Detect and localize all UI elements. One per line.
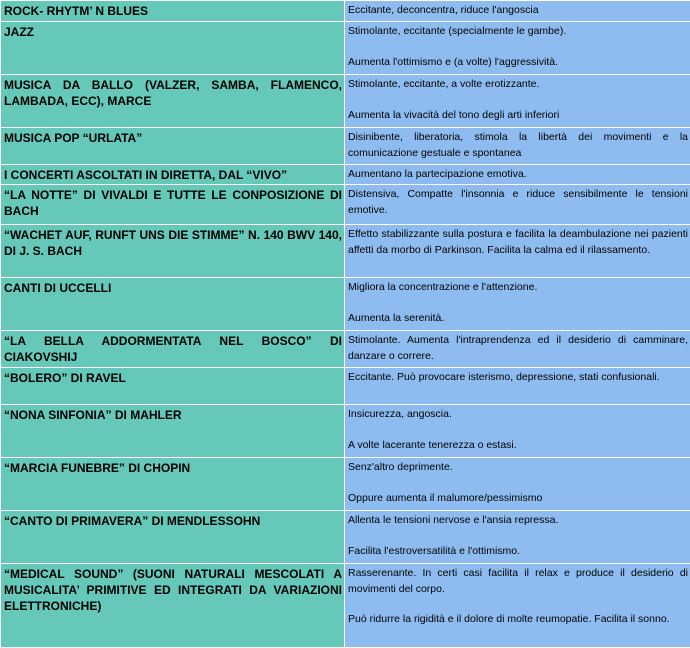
genre-cell: “WACHET AUF, RUNFT UNS DIE STIMME” N. 140 BWV 140, DI J. S. BACH xyxy=(1,225,345,278)
effect-cell xyxy=(345,458,690,511)
genre-cell: MUSICA DA BALLO (VALZER, SAMBA, FLAMENCO, LAMBADA, ECC), MARCE xyxy=(1,75,345,128)
table-row xyxy=(1,185,690,225)
effect-cell xyxy=(345,1,690,22)
effect-line: Stimolante, eccitante (specialmente le gambe). xyxy=(348,25,566,37)
table-row xyxy=(1,22,690,75)
table-row xyxy=(1,75,690,128)
effect-cell xyxy=(345,128,690,165)
effect-line: Migliora la concentrazione e l'attenzione. xyxy=(348,281,537,293)
genre-cell: CANTI DI UCCELLI xyxy=(1,278,345,331)
effect-line: Aumenta la vivacità del tono degli arti inferiori xyxy=(348,109,559,121)
effect-cell xyxy=(345,165,690,185)
effect-line: Aumenta l'ottimismo e (a volte) l'aggressività. xyxy=(348,56,558,68)
effect-line: Stimolante, eccitante, a volte erotizzante. xyxy=(348,78,539,90)
table-row xyxy=(1,511,690,564)
table-row xyxy=(1,165,690,185)
effect-cell xyxy=(345,405,690,458)
effect-line: A volte lacerante tenerezza o estasi. xyxy=(348,439,517,451)
table-row xyxy=(1,278,690,331)
effect-line: Allenta le tensioni nervose e l'ansia repressa. xyxy=(348,514,558,526)
genre-cell: I CONCERTI ASCOLTATI IN DIRETTA, DAL “VIVO” xyxy=(1,165,345,185)
table-row xyxy=(1,1,690,22)
genre-cell: MUSICA POP “URLATA” xyxy=(1,128,345,165)
effect-cell xyxy=(345,75,690,128)
effect-cell xyxy=(345,564,690,648)
effect-line: Stimolante. Aumenta l'intraprendenza ed il desiderio di camminare, danzare o correre. xyxy=(348,334,688,362)
table-row xyxy=(1,564,690,648)
genre-cell: ROCK- RHYTM’ N BLUES xyxy=(1,1,345,22)
effect-cell xyxy=(345,368,690,405)
effect-cell xyxy=(345,22,690,75)
genre-cell: “MEDICAL SOUND” (SUONI NATURALI MESCOLATI A MUSICALITA’ PRIMITIVE ED INTEGRATI DA VARIAZIONI ELETTRONICHE) xyxy=(1,564,345,648)
effect-cell xyxy=(345,278,690,331)
genre-cell: JAZZ xyxy=(1,22,345,75)
table-row xyxy=(1,331,690,368)
effect-line: Rasserenante. In certi casi facilita il relax e produce il desiderio di movimenti del corpo. xyxy=(348,567,688,595)
effect-line: Facilita l'estroversatilità e l'ottimismo. xyxy=(348,545,520,557)
genre-cell: “MARCIA FUNEBRE” DI CHOPIN xyxy=(1,458,345,511)
effect-line: Eccitante, deconcentra, riduce l'angoscia xyxy=(348,4,539,16)
effect-cell xyxy=(345,331,690,368)
effect-line: Senz'altro deprimente. xyxy=(348,461,453,473)
genre-cell: “CANTO DI PRIMAVERA” DI MENDLESSOHN xyxy=(1,511,345,564)
effect-line: Disinibente, liberatoria, stimola la libertà dei movimenti e la comunicazione gestuale e spontanea xyxy=(348,131,688,159)
genre-cell: “NONA SINFONIA” DI MAHLER xyxy=(1,405,345,458)
effect-line: Oppure aumenta il malumore/pessimismo xyxy=(348,492,542,504)
genre-cell: “BOLERO” DI RAVEL xyxy=(1,368,345,405)
effect-line: Può ridurre la rigidità e il dolore di molte reumopatie. Facilita il sonno. xyxy=(348,613,670,625)
effect-line: Distensiva, Compatte l'insonnia e riduce sensibilmente le tensioni emotive. xyxy=(348,188,688,216)
genre-cell: “LA BELLA ADDORMENTATA NEL BOSCO” DI CIAKOVSHIJ xyxy=(1,331,345,368)
effect-line: Insicurezza, angoscia. xyxy=(348,408,452,420)
genre-cell: “LA NOTTE” DI VIVALDI E TUTTE LE CONPOSIZIONE DI BACH xyxy=(1,185,345,225)
effect-line: Effetto stabilizzante sulla postura e facilita la deambulazione nei pazienti affetti da morbo di Parkinson. Facilita la calma ed il rilassamento. xyxy=(348,228,688,256)
effect-cell xyxy=(345,185,690,225)
effect-line: Eccitante. Può provocare isterismo, depressione, stati confusionali. xyxy=(348,371,660,383)
effect-cell xyxy=(345,511,690,564)
effect-line: Aumentano la partecipazione emotiva. xyxy=(348,168,527,180)
effect-cell xyxy=(345,225,690,278)
table-row xyxy=(1,225,690,278)
table-row xyxy=(1,128,690,165)
table-row xyxy=(1,405,690,458)
table-row xyxy=(1,458,690,511)
effect-line: Aumenta la serenità. xyxy=(348,312,444,324)
table-row xyxy=(1,368,690,405)
